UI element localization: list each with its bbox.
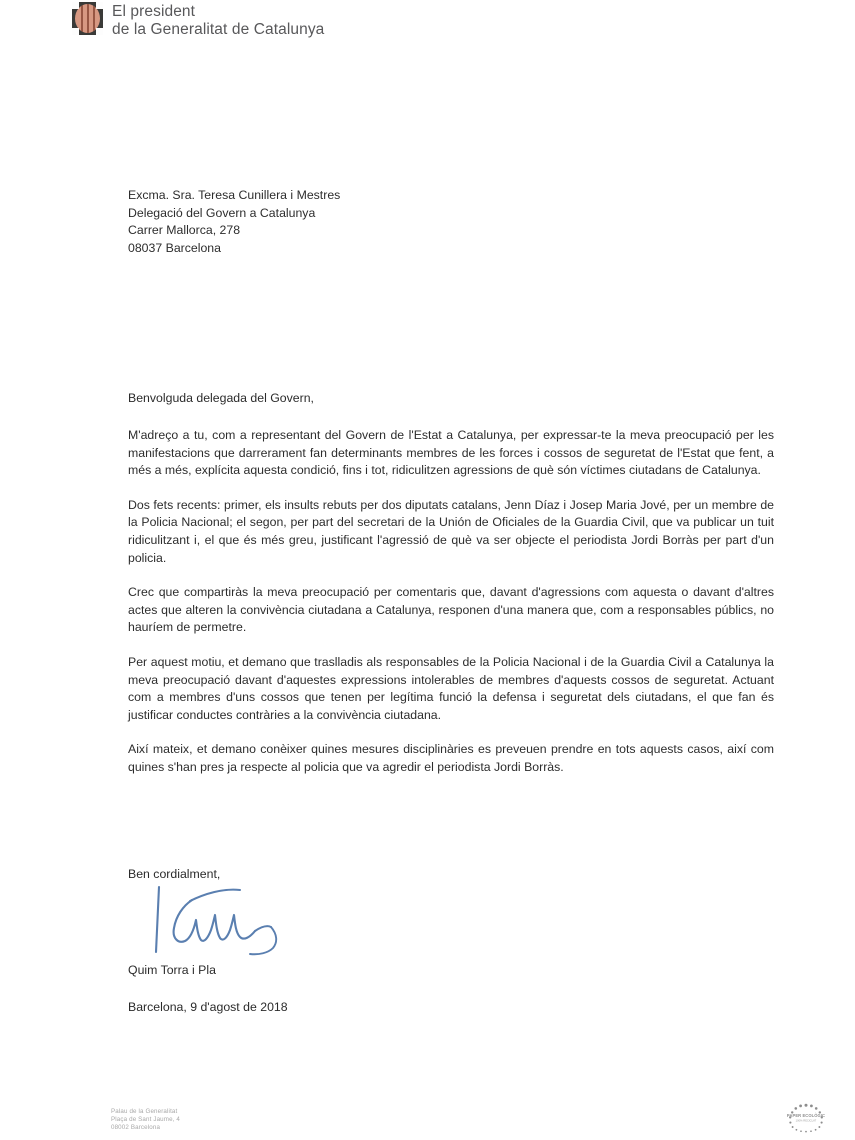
letterhead-text bbox=[112, 2, 324, 38]
signer-name: Quim Torra i Pla bbox=[128, 963, 216, 977]
eco-seal-label: PAPER ECOLÒGIC bbox=[786, 1113, 826, 1119]
letterhead-title-line1: El president bbox=[112, 3, 196, 20]
generalitat-catalunya-emblem-icon bbox=[72, 2, 103, 35]
letter-paragraph: Per aquest motiu, et demano que traslladis als responsables de la Policia Nacional i de la Guardia Civil a Catalunya la meva preocupació davant d'aquestes expressions intolerables de membres d'aquests cossos de seguretat. Actuant com a membres d'uns cossos que tenen per legítima funció la defensa i seguretat dels ciutadans, el que fan és justificar conductes contràries a la convivència ciutadana. bbox=[128, 654, 774, 722]
emblem-stripe bbox=[87, 4, 89, 33]
recipient-address-block bbox=[128, 187, 774, 257]
letterhead bbox=[72, 2, 324, 38]
svg-text:100% RECICLAT: 100% RECICLAT bbox=[795, 1119, 817, 1123]
emblem-corner bbox=[96, 28, 103, 35]
recipient-city: 08037 Barcelona bbox=[128, 240, 221, 255]
emblem-corner bbox=[72, 28, 79, 35]
letter-paragraph: M'adreço a tu, com a representant del Govern de l'Estat a Catalunya, per expressar-te la meva preocupació per les manifestacions que darrerament fan determinants membres de les forces i cossos de seguretat de l'Estat que fent, a més a més, explícita aquesta condició, fins i tot, ridiculitzen agressions de què són víctimes ciutadans de Catalunya. bbox=[128, 428, 774, 478]
salutation: Benvolguda delegada del Govern, bbox=[128, 391, 314, 405]
paper-ecologic-seal-icon bbox=[783, 1098, 829, 1138]
emblem-corner bbox=[72, 2, 79, 9]
letter-body bbox=[128, 427, 774, 777]
footer-address-line3: 08002 Barcelona bbox=[111, 1124, 161, 1132]
closing-salutation: Ben cordialment, bbox=[128, 867, 221, 881]
emblem-corner bbox=[96, 2, 103, 9]
letter-paragraph: Dos fets recents: primer, els insults rebuts per dos diputats catalans, Jenn Díaz i Josep Maria Jové, per un membre de la Policia Nacional; el segon, per part del secretari de la Unión de Oficiales de la Guardia Civil, que va publicar un tuit ridiculitzant i, el que és més greu, justificant l'agressió de què va ser objecte el periodista Jordi Borràs per part d'un policia. bbox=[128, 497, 774, 565]
emblem-stripe bbox=[81, 4, 83, 33]
recipient-street: Carrer Mallorca, 278 bbox=[128, 223, 241, 238]
signature-mark bbox=[128, 880, 388, 970]
place-and-date: Barcelona, 9 d'agost de 2018 bbox=[128, 1000, 288, 1014]
letter-paragraph: Crec que compartiràs la meva preocupació per comentaris que, davant d'agressions com aquesta o davant d'altres actes que alteren la convivència ciutadana a Catalunya, responen d'una manera que, com a responsables públics, no hauríem de permetre. bbox=[128, 585, 774, 635]
footer-address-line1: Palau de la Generalitat bbox=[111, 1108, 178, 1115]
letter-paragraph: Així mateix, et demano conèixer quines mesures disciplinàries es preveuen prendre en tots aquests casos, així com quines s'han pres ja respecte al policia que va agredir el periodista Jordi Borràs. bbox=[128, 742, 774, 774]
recipient-organisation: Delegació del Govern a Catalunya bbox=[128, 205, 316, 220]
letterhead-title-line2: de la Generalitat de Catalunya bbox=[112, 20, 325, 38]
footer-address bbox=[111, 1108, 180, 1133]
footer-address-line2: Plaça de Sant Jaume, 4 bbox=[111, 1116, 180, 1124]
emblem-stripe bbox=[93, 4, 95, 33]
recipient-name: Excma. Sra. Teresa Cunillera i Mestres bbox=[128, 188, 341, 202]
